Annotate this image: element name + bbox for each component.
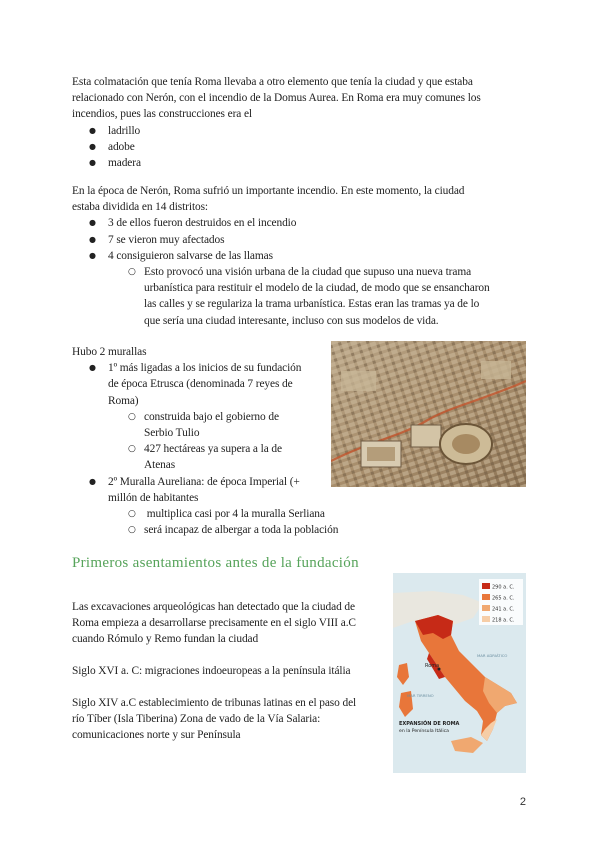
text-line: incendios, pues las construcciones era el <box>72 108 252 121</box>
muralla2-sublist <box>108 506 372 538</box>
text-line: Las excavaciones arqueológicas han detectado que la ciudad de <box>72 601 355 613</box>
list-item <box>108 264 490 329</box>
text-line: comunicaciones norte y sur Península <box>72 729 241 742</box>
rome-model-photo <box>331 341 526 487</box>
legend-218: 218 a. C. <box>492 617 515 624</box>
text-line: las calles y se regulariza la trama urbanística. Estas eran las tramas ya de lo <box>144 298 480 311</box>
list-item <box>72 474 372 539</box>
list-item <box>72 360 372 473</box>
text-line: Atenas <box>144 459 176 472</box>
list-item: ○ será incapaz de albergar a toda la población <box>108 522 372 538</box>
text-line: Siglo XVI a. C: migraciones indoeuropeas a la península itália <box>72 665 351 677</box>
text-line: de época Etrusca (denominada 7 reyes de <box>108 378 293 391</box>
legend-265: 265 a. C. <box>492 595 515 602</box>
text-line: En la época de Nerón, Roma sufrió un importante incendio. En este momento, la ciudad <box>72 185 465 197</box>
list-item: ● ladrillo <box>72 123 481 139</box>
text-line: ○ 427 hectáreas ya supera a la de <box>144 443 282 456</box>
text-line: estaba dividida en 14 distritos: <box>72 201 208 214</box>
list-item: ● 3 de ellos fueron destruidos en el incendio <box>72 215 490 231</box>
text-line: Roma empieza a desarrollarse precisamente en el siglo VIII a.C <box>72 617 356 630</box>
materials-list <box>72 123 481 172</box>
murallas-list <box>72 360 372 538</box>
text-line: ○ construida bajo el gobierno de <box>144 410 279 423</box>
label-roma: Roma <box>425 663 440 669</box>
page-number: 2 <box>519 796 526 808</box>
paragraph-colmatacion <box>72 74 481 171</box>
list-item: ● madera <box>72 155 481 171</box>
label-tirreno: MAR TIRRENO <box>407 693 434 698</box>
paragraph-incendio <box>72 183 490 329</box>
section-heading: Primeros asentamientos antes de la fundación <box>72 555 359 571</box>
text-line: Siglo XIV a.C establecimiento de tribunas latinas en el paso del <box>72 697 357 709</box>
map-subtitle: en la Península Itálica <box>399 729 450 734</box>
murallas-title: Hubo 2 murallas <box>72 346 147 358</box>
text-line: Serbio Tulio <box>144 427 200 440</box>
text-line: Roma) <box>108 394 139 407</box>
list-item: ● adobe <box>72 139 481 155</box>
text-line: río Tíber (Isla Tiberina) Zona de vado de la Vía Salaria: <box>72 713 321 726</box>
list-item: ○ multiplica casi por 4 la muralla Serliana <box>108 506 372 522</box>
text-line: ○ Esto provocó una visión urbana de la ciudad que supuso una nueva trama <box>144 266 472 279</box>
list-item: ● 4 consiguieron salvarse de las llamas <box>72 248 490 264</box>
list-item: ● 7 se vieron muy afectados <box>72 232 490 248</box>
label-adriatico: MAR ADRIÁTICO <box>477 653 508 658</box>
text-line: ● 1º más ligadas a los inicios de su fundación <box>108 362 302 375</box>
legend-290: 290 a. C. <box>492 584 515 591</box>
expansion-map <box>393 573 526 773</box>
text-line: cuando Rómulo y Remo fundan la ciudad <box>72 633 259 646</box>
paragraph-siglo-xiv <box>72 695 392 744</box>
paragraph-excavaciones <box>72 599 392 648</box>
map-title: EXPANSIÓN DE ROMA <box>399 721 460 727</box>
districts-sublist <box>108 264 490 329</box>
legend-241: 241 a. C. <box>492 606 515 613</box>
text-line: Esta colmatación que tenía Roma llevaba a otro elemento que tenía la ciudad y que estaba <box>72 76 473 88</box>
paragraph-siglo-xvi <box>72 663 392 679</box>
paragraph-murallas <box>72 344 372 538</box>
text-line: relacionado con Nerón, con el incendio de la Domus Aurea. En Roma era muy comunes los <box>72 92 481 105</box>
text-line: millón de habitantes <box>108 491 199 504</box>
districts-list <box>72 215 490 264</box>
text-line: que sería una ciudad interesante, incluso con sus modelos de vida. <box>144 314 439 327</box>
text-line: urbanística para restituir el modelo de la ciudad, de modo que se ensancharon <box>144 282 490 295</box>
text-line: ● 2º Muralla Aureliana: de época Imperial (+ <box>108 475 300 488</box>
